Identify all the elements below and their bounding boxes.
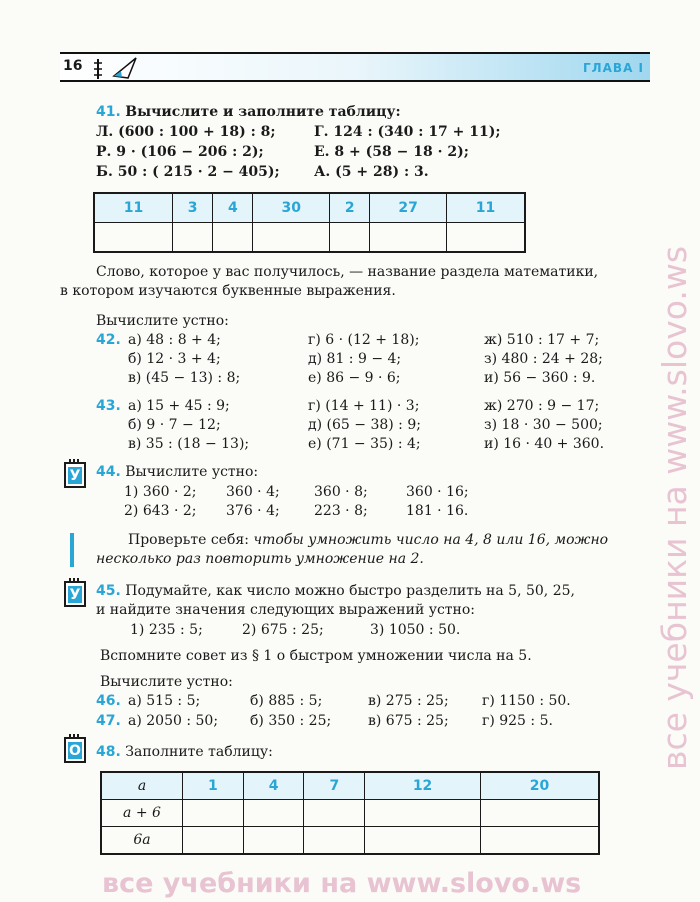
table-cell-empty bbox=[243, 800, 304, 827]
table-cell: 1 bbox=[183, 772, 244, 800]
table-cell: 3 bbox=[173, 193, 213, 223]
table-row-label: 6a bbox=[101, 827, 183, 855]
table-cell: 30 bbox=[253, 193, 330, 223]
notebook-icon bbox=[64, 462, 86, 488]
table-cell-empty bbox=[183, 800, 244, 827]
exercise-item: б) 12 · 3 + 4; bbox=[128, 351, 221, 367]
table-cell-empty bbox=[370, 223, 447, 253]
exercise-item: 360 · 4; bbox=[226, 484, 280, 500]
exercise-item: г) (14 + 11) · 3; bbox=[308, 398, 420, 414]
watermark-vertical: все учебники на www.slovo.ws bbox=[655, 245, 694, 770]
exercise-item: 223 · 8; bbox=[314, 503, 368, 519]
exercise-item: 376 · 4; bbox=[226, 503, 280, 519]
notebook-icon-letter: У bbox=[69, 468, 81, 484]
exercise-item: в) 35 : (18 − 13); bbox=[128, 436, 250, 452]
exercise-item: г) 925 : 5. bbox=[482, 713, 553, 729]
exercise-item: и) 56 − 360 : 9. bbox=[484, 370, 596, 386]
table-cell: 20 bbox=[480, 772, 599, 800]
exercise-item: 181 · 16. bbox=[406, 503, 469, 519]
table-cell: 11 bbox=[446, 193, 525, 223]
table-cell-empty bbox=[365, 827, 481, 855]
exercise-item: 3) 1050 : 50. bbox=[370, 622, 461, 638]
exercise-44-heading: 44. Вычислите устно: bbox=[96, 464, 259, 480]
exercise-41-item: Р. 9 · (106 − 206 : 2); bbox=[96, 144, 264, 160]
table-cell-empty bbox=[446, 223, 525, 253]
table-cell-empty bbox=[330, 223, 370, 253]
table-cell-empty bbox=[365, 800, 481, 827]
exercise-item: а) 15 + 45 : 9; bbox=[128, 398, 230, 414]
table-header-label: a bbox=[101, 772, 183, 800]
table-cell-empty bbox=[480, 800, 599, 827]
table-cell: 2 bbox=[330, 193, 370, 223]
exercise-item: 1) 235 : 5; bbox=[130, 622, 203, 638]
table-cell: 4 bbox=[213, 193, 253, 223]
table-cell-empty bbox=[94, 223, 173, 253]
notebook-icon bbox=[64, 581, 86, 607]
exercise-45-heading: 45. Подумайте, как число можно быстро разделить на 5, 50, 25, bbox=[96, 583, 575, 599]
exercise-item: е) 86 − 9 · 6; bbox=[308, 370, 401, 386]
exercise-41-note: в котором изучаются буквенные выражения. bbox=[60, 283, 396, 299]
exercise-47-number: 47. bbox=[96, 713, 121, 729]
exercise-item: в) 275 : 25; bbox=[368, 693, 449, 709]
table-cell-empty bbox=[304, 827, 365, 855]
notebook-icon bbox=[64, 737, 86, 763]
table-cell: 4 bbox=[243, 772, 304, 800]
exercise-43-number: 43. bbox=[96, 398, 121, 414]
table-cell-empty bbox=[243, 827, 304, 855]
table-cell: 12 bbox=[365, 772, 481, 800]
exercise-item: з) 18 · 30 − 500; bbox=[484, 417, 603, 433]
exercise-42-number: 42. bbox=[96, 332, 121, 348]
exercise-item: з) 480 : 24 + 28; bbox=[484, 351, 603, 367]
notebook-icon-letter: У bbox=[69, 587, 81, 603]
table-cell-empty bbox=[304, 800, 365, 827]
exercise-41-item: Л. (600 : 100 + 18) : 8; bbox=[96, 124, 276, 140]
exercise-41-heading: 41. Вычислите и заполните таблицу: bbox=[96, 104, 401, 120]
exercise-41-item: Г. 124 : (340 : 17 + 11); bbox=[314, 124, 501, 140]
check-yourself-line2: несколько раз повторить умножение на 2. bbox=[96, 551, 424, 567]
table-cell: 7 bbox=[304, 772, 365, 800]
exercise-item: д) 81 : 9 − 4; bbox=[308, 351, 402, 367]
table-cell-empty bbox=[480, 827, 599, 855]
table-cell: 27 bbox=[370, 193, 447, 223]
oral-intro: Вычислите устно: bbox=[100, 674, 233, 690]
table-cell-empty bbox=[173, 223, 213, 253]
exercise-item: в) (45 − 13) : 8; bbox=[128, 370, 241, 386]
exercise-item: б) 350 : 25; bbox=[250, 713, 332, 729]
exercise-item: в) 675 : 25; bbox=[368, 713, 449, 729]
exercise-item: б) 885 : 5; bbox=[250, 693, 323, 709]
page-number: 16 bbox=[63, 58, 83, 74]
exercise-48-table bbox=[100, 771, 600, 855]
exercise-item: 1) 360 · 2; bbox=[124, 484, 197, 500]
oral-intro: Вычислите устно: bbox=[96, 313, 229, 329]
exercise-41-note: Слово, которое у вас получилось, — название раздела математики, bbox=[96, 264, 599, 280]
exercise-item: 2) 643 · 2; bbox=[124, 503, 197, 519]
table-cell: 11 bbox=[94, 193, 173, 223]
exercise-46-number: 46. bbox=[96, 693, 121, 709]
exercise-item: г) 1150 : 50. bbox=[482, 693, 571, 709]
exercise-41-item: Е. 8 + (58 − 18 · 2); bbox=[314, 144, 469, 160]
exercise-item: г) 6 · (12 + 18); bbox=[308, 332, 420, 348]
check-yourself: Проверьте себя: чтобы умножить число на 4, 8 или 16, можно bbox=[128, 532, 609, 548]
exercise-item: а) 2050 : 50; bbox=[128, 713, 219, 729]
exercise-item: а) 515 : 5; bbox=[128, 693, 201, 709]
chapter-title: ГЛАВА I bbox=[583, 61, 644, 75]
exercise-item: а) 48 : 8 + 4; bbox=[128, 332, 221, 348]
exercise-item: ж) 510 : 17 + 7; bbox=[484, 332, 600, 348]
exercise-45-advice: Вспомните совет из § 1 о быстром умножении числа на 5. bbox=[100, 648, 532, 664]
exercise-48-heading: 48. Заполните таблицу: bbox=[96, 744, 273, 760]
notebook-icon-letter: О bbox=[69, 743, 81, 759]
table-cell-empty bbox=[253, 223, 330, 253]
table-cell-empty bbox=[183, 827, 244, 855]
margin-bar bbox=[70, 533, 74, 567]
exercise-item: е) (71 − 35) : 4; bbox=[308, 436, 421, 452]
exercise-item: д) (65 − 38) : 9; bbox=[308, 417, 421, 433]
table-cell-empty bbox=[213, 223, 253, 253]
watermark-bottom: все учебники на www.slovo.ws bbox=[102, 868, 582, 899]
exercise-item: и) 16 · 40 + 360. bbox=[484, 436, 605, 452]
exercise-41-item: А. (5 + 28) : 3. bbox=[314, 164, 429, 180]
table-row-label: a + 6 bbox=[101, 800, 183, 827]
exercise-item: 360 · 16; bbox=[406, 484, 469, 500]
exercise-item: б) 9 · 7 − 12; bbox=[128, 417, 221, 433]
exercise-41-item: Б. 50 : ( 215 · 2 − 405); bbox=[96, 164, 280, 180]
exercise-item: ж) 270 : 9 − 17; bbox=[484, 398, 600, 414]
pencil-icon bbox=[92, 56, 142, 82]
exercise-41-table bbox=[93, 192, 526, 253]
exercise-item: 2) 675 : 25; bbox=[242, 622, 324, 638]
header-bar bbox=[60, 52, 650, 82]
exercise-item: 360 · 8; bbox=[314, 484, 368, 500]
exercise-45-line2: и найдите значения следующих выражений устно: bbox=[96, 602, 476, 618]
